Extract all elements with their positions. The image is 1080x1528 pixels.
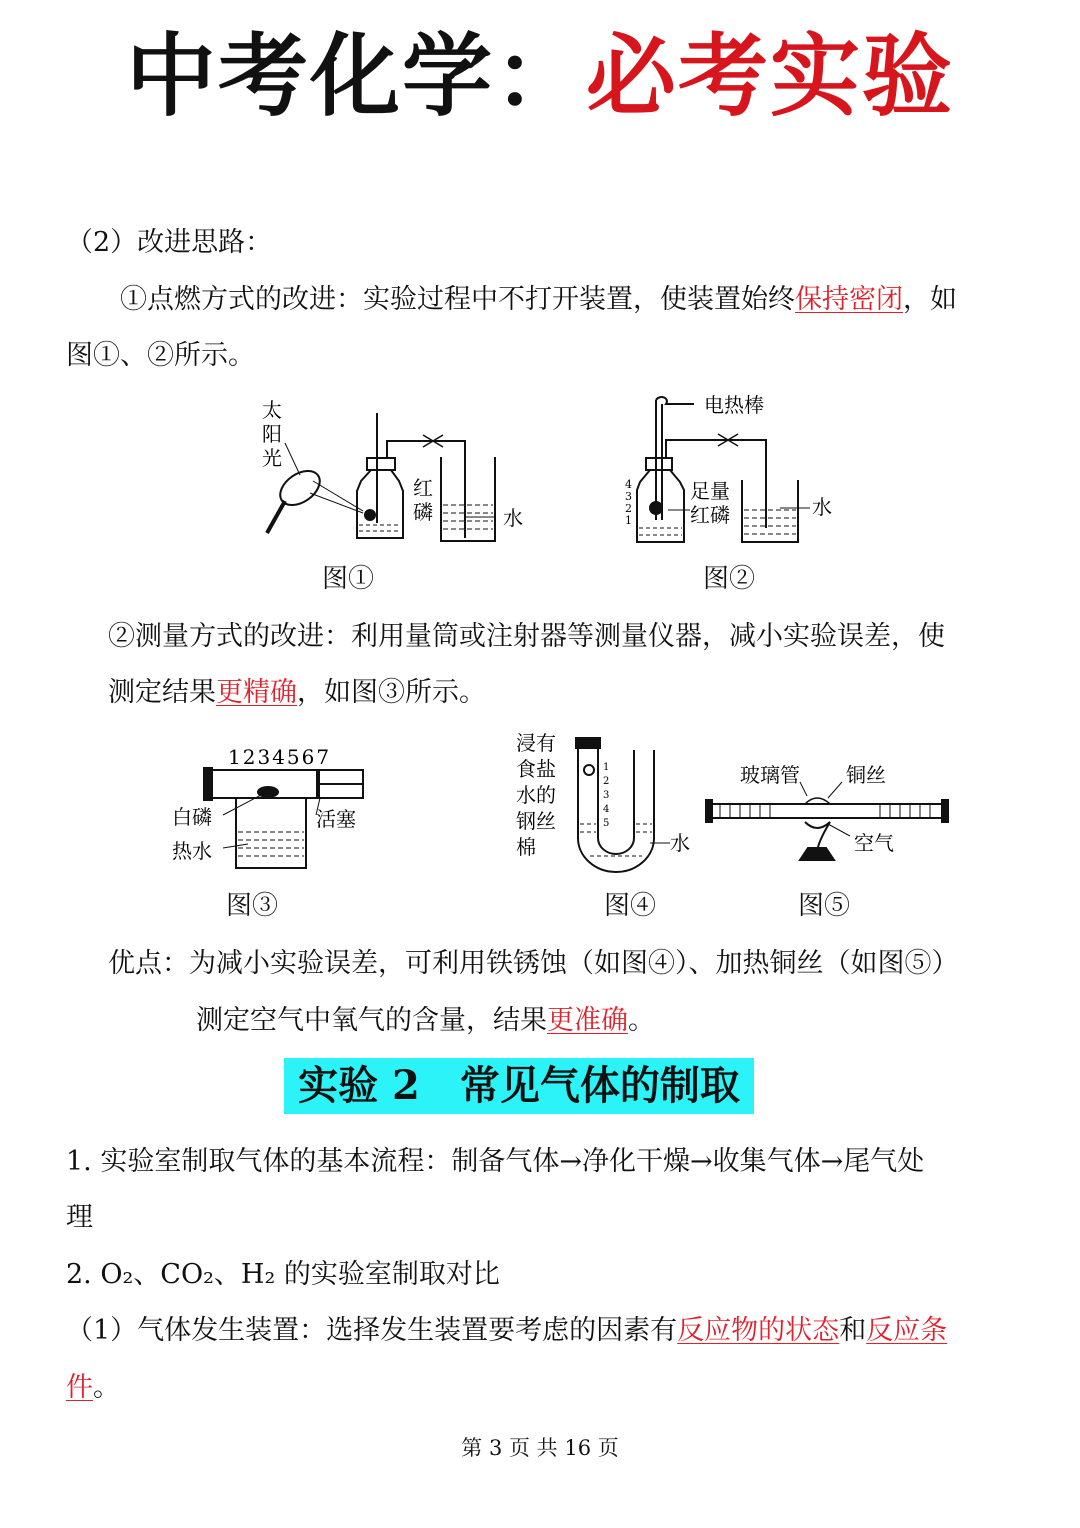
fig2-red-p-label-1: 足量 bbox=[690, 479, 730, 503]
fig5-glass-tube-label: 玻璃管 bbox=[740, 763, 800, 787]
figure-1-diagram bbox=[255, 393, 545, 558]
fig4-scale-4: 4 bbox=[603, 804, 610, 815]
fig3-hot-water-label: 热水 bbox=[172, 839, 212, 863]
fig2-scale-4: 4 bbox=[625, 478, 632, 491]
fig5-copper-label: 铜丝 bbox=[846, 763, 886, 787]
figure-4-caption: 图④ bbox=[604, 891, 657, 921]
fig4-wool-label-2: 食盐 bbox=[516, 757, 556, 781]
figure-1-caption: 图① bbox=[322, 564, 375, 594]
improve-p2-line2: 测定结果更精确，如图③所示。 bbox=[108, 677, 486, 708]
fig2-red-p-label-2: 红磷 bbox=[690, 503, 730, 527]
fig1-red-p-label-1: 红 bbox=[413, 476, 433, 500]
figure-3-diagram bbox=[168, 740, 378, 875]
improve-p1-line2: 图①、②所示。 bbox=[66, 340, 255, 371]
advantage-line2: 测定空气中氧气的含量，结果更准确。 bbox=[196, 1005, 655, 1036]
improve-heading: （2）改进思路： bbox=[66, 227, 273, 258]
fig4-scale-5: 5 bbox=[603, 818, 610, 829]
fig4-wool-label-3: 水的 bbox=[516, 783, 556, 807]
fig4-wool-label-4: 钢丝 bbox=[516, 809, 556, 833]
fig2-scale-1: 1 bbox=[625, 514, 632, 527]
experiment-2-heading: 实验 2 常见气体的制取 bbox=[284, 1058, 754, 1114]
item-1-line1: 1. 实验室制取气体的基本流程：制备气体→净化干燥→收集气体→尾气处 bbox=[66, 1146, 925, 1177]
highlight-more-precise: 更精确 bbox=[216, 677, 297, 708]
figure-5-caption: 图⑤ bbox=[798, 891, 851, 921]
figure-3-caption: 图③ bbox=[226, 891, 279, 921]
fig2-heater-rod-label: 电热棒 bbox=[704, 393, 764, 417]
fig3-scale: 1234567 bbox=[228, 745, 332, 769]
highlight-reaction-condition: 反应条 bbox=[866, 1315, 948, 1346]
improve-p1-line1: ①点燃方式的改进：实验过程中不打开装置，使装置始终保持密闭，如 bbox=[120, 284, 957, 315]
fig4-water-label: 水 bbox=[670, 831, 690, 855]
page-title: 中考化学：必考实验 bbox=[126, 24, 954, 129]
improve-p2-line1: ②测量方式的改进：利用量筒或注射器等测量仪器，减小实验误差，使 bbox=[108, 621, 945, 652]
highlight-keep-sealed: 保持密闭 bbox=[795, 284, 903, 315]
fig4-scale-2: 2 bbox=[603, 776, 610, 787]
item-1-line2: 理 bbox=[66, 1202, 93, 1233]
figure-4-diagram bbox=[510, 728, 700, 873]
fig1-sun-label-1: 太 bbox=[262, 398, 282, 422]
fig5-air-label: 空气 bbox=[854, 831, 894, 855]
item-3-line1: （1）气体发生装置：选择发生装置要考虑的因素有反应物的状态和反应条 bbox=[66, 1315, 948, 1346]
item-3-line2: 件。 bbox=[66, 1372, 120, 1403]
advantage-line1: 优点：为减小实验误差，可利用铁锈蚀（如图④）、加热铜丝（如图⑤） bbox=[108, 948, 959, 979]
fig2-water-label: 水 bbox=[812, 495, 832, 519]
fig4-wool-label-1: 浸有 bbox=[516, 731, 556, 755]
highlight-reactant-state: 反应物的状态 bbox=[677, 1315, 840, 1346]
fig1-sun-label-3: 光 bbox=[262, 446, 282, 470]
highlight-more-accurate: 更准确 bbox=[547, 1005, 628, 1036]
figure-2-caption: 图② bbox=[703, 564, 756, 594]
fig4-scale-3: 3 bbox=[603, 790, 610, 801]
fig1-sun-label-2: 阳 bbox=[262, 422, 282, 446]
fig4-scale-1: 1 bbox=[603, 762, 610, 773]
page-footer: 第 3 页 共 16 页 bbox=[461, 1436, 619, 1460]
fig1-water-label: 水 bbox=[503, 506, 523, 530]
fig1-red-p-label-2: 磷 bbox=[413, 500, 433, 524]
fig2-scale-3: 3 bbox=[625, 490, 632, 503]
fig3-piston-label: 活塞 bbox=[316, 807, 356, 831]
fig3-white-p-label: 白磷 bbox=[172, 805, 212, 829]
figure-5-diagram bbox=[700, 752, 955, 872]
fig4-wool-label-5: 棉 bbox=[516, 835, 536, 859]
fig2-scale-2: 2 bbox=[625, 502, 632, 515]
item-2: 2. O₂、CO₂、H₂ 的实验室制取对比 bbox=[66, 1259, 500, 1290]
figure-2-diagram bbox=[620, 390, 850, 555]
